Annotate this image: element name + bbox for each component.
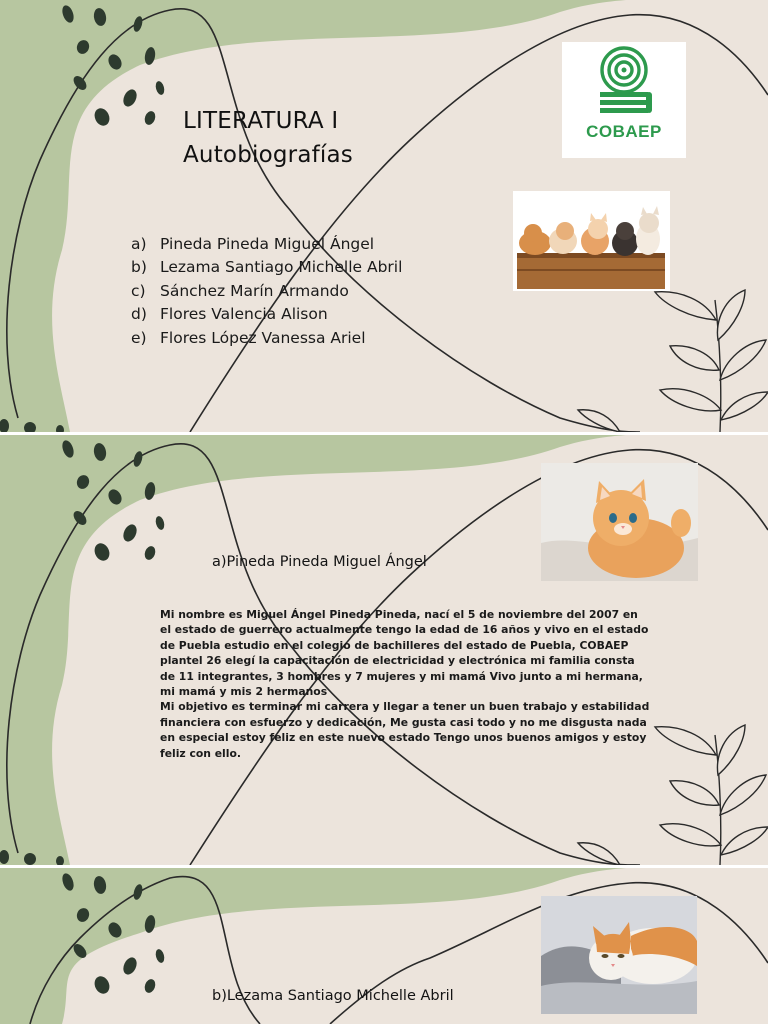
section-heading: a)Pineda Pineda Miguel Ángel <box>212 554 427 570</box>
list-item: c) Sánchez Marín Armando <box>131 281 349 300</box>
autobiography-text <box>160 607 652 761</box>
course-title: LITERATURA I <box>183 108 339 134</box>
logo-text: COBAEP <box>586 122 662 141</box>
list-item: a) Pineda Pineda Miguel Ángel <box>131 235 375 253</box>
orange-kitten-photo <box>541 463 698 581</box>
list-item: e) Flores López Vanessa Ariel <box>131 328 366 347</box>
cover-slide <box>0 0 768 432</box>
cobaep-logo <box>562 42 686 158</box>
bio-paragraph: Mi objetivo es terminar mi carrera y llegar a tener un buen trabajo y estabilidad financiera con esfuerzo y dedicación, Me gusta casi todo y no me disgusta nada en especial estoy feliz en este nuevo estado Tengo unos buenos amigos y estoy feliz con ello. <box>160 700 650 760</box>
list-item: b) Lezama Santiago Michelle Abril <box>131 258 403 277</box>
list-item: d) Flores Valencia Alison <box>131 305 328 324</box>
author-a-slide <box>0 435 768 865</box>
section-heading: b)Lezama Santiago Michelle Abril <box>212 988 454 1004</box>
kittens-in-crate-photo <box>513 191 670 291</box>
resting-cat-photo <box>541 896 697 1014</box>
author-list <box>131 233 402 350</box>
spiral-logo-icon <box>562 42 686 122</box>
author-b-slide <box>0 868 768 1024</box>
bio-paragraph: Mi nombre es Miguel Ángel Pineda Pineda, nací el 5 de noviembre del 2007 en el estado de guerrero actualmente tengo la edad de 16 años y vivo en el estado de Puebla estudio en el colegio de bachilleres del estado de Puebla, COBAEP plantel 26 elegí la capacitación de electricidad y electrónica mi familia consta de 11 integrantes, 3 hombres y 7 mujeres y mi mamá Vivo junto a mi hermana, mi mamá y mis 2 hermanos <box>160 608 649 699</box>
cover-title <box>183 104 353 172</box>
document-title: Autobiografías <box>183 142 353 168</box>
